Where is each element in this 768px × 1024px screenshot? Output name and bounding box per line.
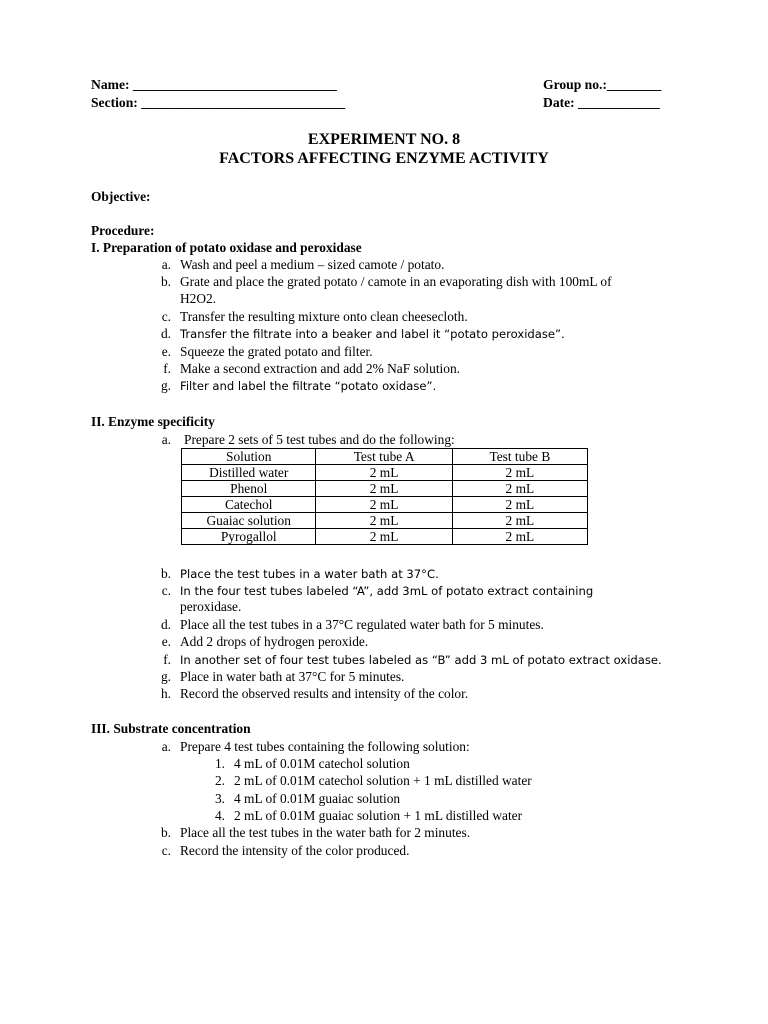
section-label: Section: — [91, 95, 138, 110]
group-field — [543, 76, 661, 93]
list-item — [145, 616, 544, 633]
sub-list-marker: 2. — [214, 773, 225, 788]
list-marker: g. — [160, 378, 171, 393]
sub-list-item-text: 2 mL of 0.01M guaiac solution + 1 mL distilled water — [234, 808, 523, 823]
table-header-cell: Test tube A — [316, 449, 452, 465]
procedure-label: Procedure: — [91, 223, 155, 238]
list-item-text: Transfer the resulting mixture onto clean cheesecloth. — [180, 309, 468, 324]
list-item-text: Prepare 4 test tubes containing the following solution: — [180, 739, 470, 754]
sub-list-item — [199, 790, 400, 807]
section-heading-substrate: III. Substrate concentration — [91, 721, 251, 736]
table-cell: 2 mL — [316, 465, 452, 481]
date-field — [543, 94, 660, 111]
list-item-text: Grate and place the grated potato / camote in an evaporating dish with 100mL of — [180, 274, 612, 289]
list-item — [145, 685, 468, 702]
name-blank: ______________________________ — [132, 77, 337, 92]
table-cell: Catechol — [182, 497, 316, 513]
sub-list-item — [199, 755, 410, 772]
experiment-title: FACTORS AFFECTING ENZYME ACTIVITY — [219, 150, 549, 167]
list-item — [145, 308, 468, 325]
objective-label: Objective: — [91, 189, 151, 204]
list-marker: e. — [161, 344, 171, 359]
table-cell: 2 mL — [316, 513, 452, 529]
table-cell: 2 mL — [452, 513, 587, 529]
list-marker: f. — [163, 361, 171, 376]
list-marker: c. — [161, 309, 171, 324]
list-marker: f. — [163, 652, 171, 667]
list-item-text: Transfer the filtrate into a beaker and label it “potato peroxidase”. — [180, 327, 565, 341]
list-item-text: In another set of four test tubes labeled as “B” add 3 mL of potato extract oxidase. — [180, 653, 662, 667]
table-cell: 2 mL — [452, 497, 587, 513]
section-heading-preparation: I. Preparation of potato oxidase and peroxidase — [91, 240, 362, 255]
list-item-text: Record the observed results and intensity of the color. — [180, 686, 469, 701]
table-cell: Guaiac solution — [182, 513, 316, 529]
list-item-text: Prepare 2 sets of 5 test tubes and do the following: — [184, 432, 455, 447]
experiment-number: EXPERIMENT NO. 8 — [307, 131, 461, 148]
list-marker: a. — [161, 432, 171, 447]
table-header-cell: Test tube B — [452, 449, 587, 465]
list-item — [145, 343, 373, 360]
sub-list-item-text: 4 mL of 0.01M catechol solution — [234, 756, 410, 771]
list-item — [145, 273, 612, 290]
table-cell: Distilled water — [182, 465, 316, 481]
table-row — [182, 481, 588, 497]
list-item-text: In the four test tubes labeled “A”, add 3mL of potato extract containing — [180, 584, 594, 598]
table-header-cell: Solution — [182, 449, 316, 465]
list-item — [145, 325, 565, 343]
list-marker: a. — [161, 739, 171, 754]
list-item-text: Place all the test tubes in a 37°C regulated water bath for 5 minutes. — [180, 617, 544, 632]
name-field — [91, 76, 337, 93]
date-blank: ____________ — [578, 95, 660, 110]
list-item — [145, 256, 444, 273]
list-item-text: Make a second extraction and add 2% NaF solution. — [180, 361, 461, 376]
sub-list-marker: 3. — [214, 791, 225, 806]
list-item — [145, 738, 470, 755]
table-row — [182, 465, 588, 481]
table-cell: 2 mL — [452, 481, 587, 497]
list-marker: g. — [160, 669, 171, 684]
table-cell: Pyrogallol — [182, 529, 316, 545]
table-cell: 2 mL — [316, 481, 452, 497]
sub-list-item — [199, 807, 522, 824]
list-item — [145, 565, 439, 583]
list-item-text: Place the test tubes in a water bath at 37°C. — [180, 567, 439, 581]
table-row — [182, 513, 588, 529]
table-cell: 2 mL — [316, 497, 452, 513]
table-cell: 2 mL — [452, 465, 587, 481]
list-item — [145, 668, 404, 685]
table-cell: 2 mL — [452, 529, 587, 545]
sub-list-marker: 4. — [214, 808, 225, 823]
list-marker: b. — [160, 825, 171, 840]
list-item — [145, 360, 460, 377]
list-marker: c. — [161, 843, 171, 858]
group-blank: ________ — [606, 77, 662, 92]
section-field — [91, 94, 345, 111]
list-item-continuation: H2O2. — [180, 291, 217, 306]
list-marker: e. — [161, 634, 171, 649]
specificity-table — [181, 448, 588, 545]
table-row — [182, 497, 588, 513]
sub-list-item-text: 4 mL of 0.01M guaiac solution — [234, 791, 401, 806]
list-item — [145, 633, 368, 650]
list-marker: b. — [160, 566, 171, 581]
section-heading-specificity: II. Enzyme specificity — [91, 414, 215, 429]
section-blank: ______________________________ — [141, 95, 346, 110]
list-item-text: Add 2 drops of hydrogen peroxide. — [180, 634, 369, 649]
list-item-text: Wash and peel a medium – sized camote / potato. — [180, 257, 445, 272]
table-cell: Phenol — [182, 481, 316, 497]
list-item-text: Filter and label the filtrate “potato oxidase”. — [180, 379, 437, 393]
list-item-text: Squeeze the grated potato and filter. — [180, 344, 373, 359]
list-item-text: Place all the test tubes in the water bath for 2 minutes. — [180, 825, 471, 840]
list-marker: b. — [160, 274, 171, 289]
list-item — [145, 377, 436, 395]
list-item — [145, 842, 409, 859]
sub-list-marker: 1. — [214, 756, 225, 771]
list-item-text: Place in water bath at 37°C for 5 minutes. — [180, 669, 405, 684]
list-marker: h. — [160, 686, 171, 701]
list-item — [145, 431, 455, 448]
list-marker: a. — [161, 257, 171, 272]
list-marker: d. — [160, 326, 171, 341]
group-label: Group no.: — [543, 77, 607, 92]
list-item — [145, 651, 662, 669]
name-label: Name: — [91, 77, 130, 92]
list-item — [145, 824, 470, 841]
list-marker: d. — [160, 617, 171, 632]
list-marker: c. — [161, 583, 171, 598]
list-item-continuation: peroxidase. — [180, 599, 242, 614]
sub-list-item-text: 2 mL of 0.01M catechol solution + 1 mL distilled water — [234, 773, 532, 788]
table-cell: 2 mL — [316, 529, 452, 545]
table-row — [182, 529, 588, 545]
table-header-row — [182, 449, 588, 465]
list-item-text: Record the intensity of the color produced. — [180, 843, 410, 858]
sub-list-item — [199, 772, 532, 789]
date-label: Date: — [543, 95, 575, 110]
